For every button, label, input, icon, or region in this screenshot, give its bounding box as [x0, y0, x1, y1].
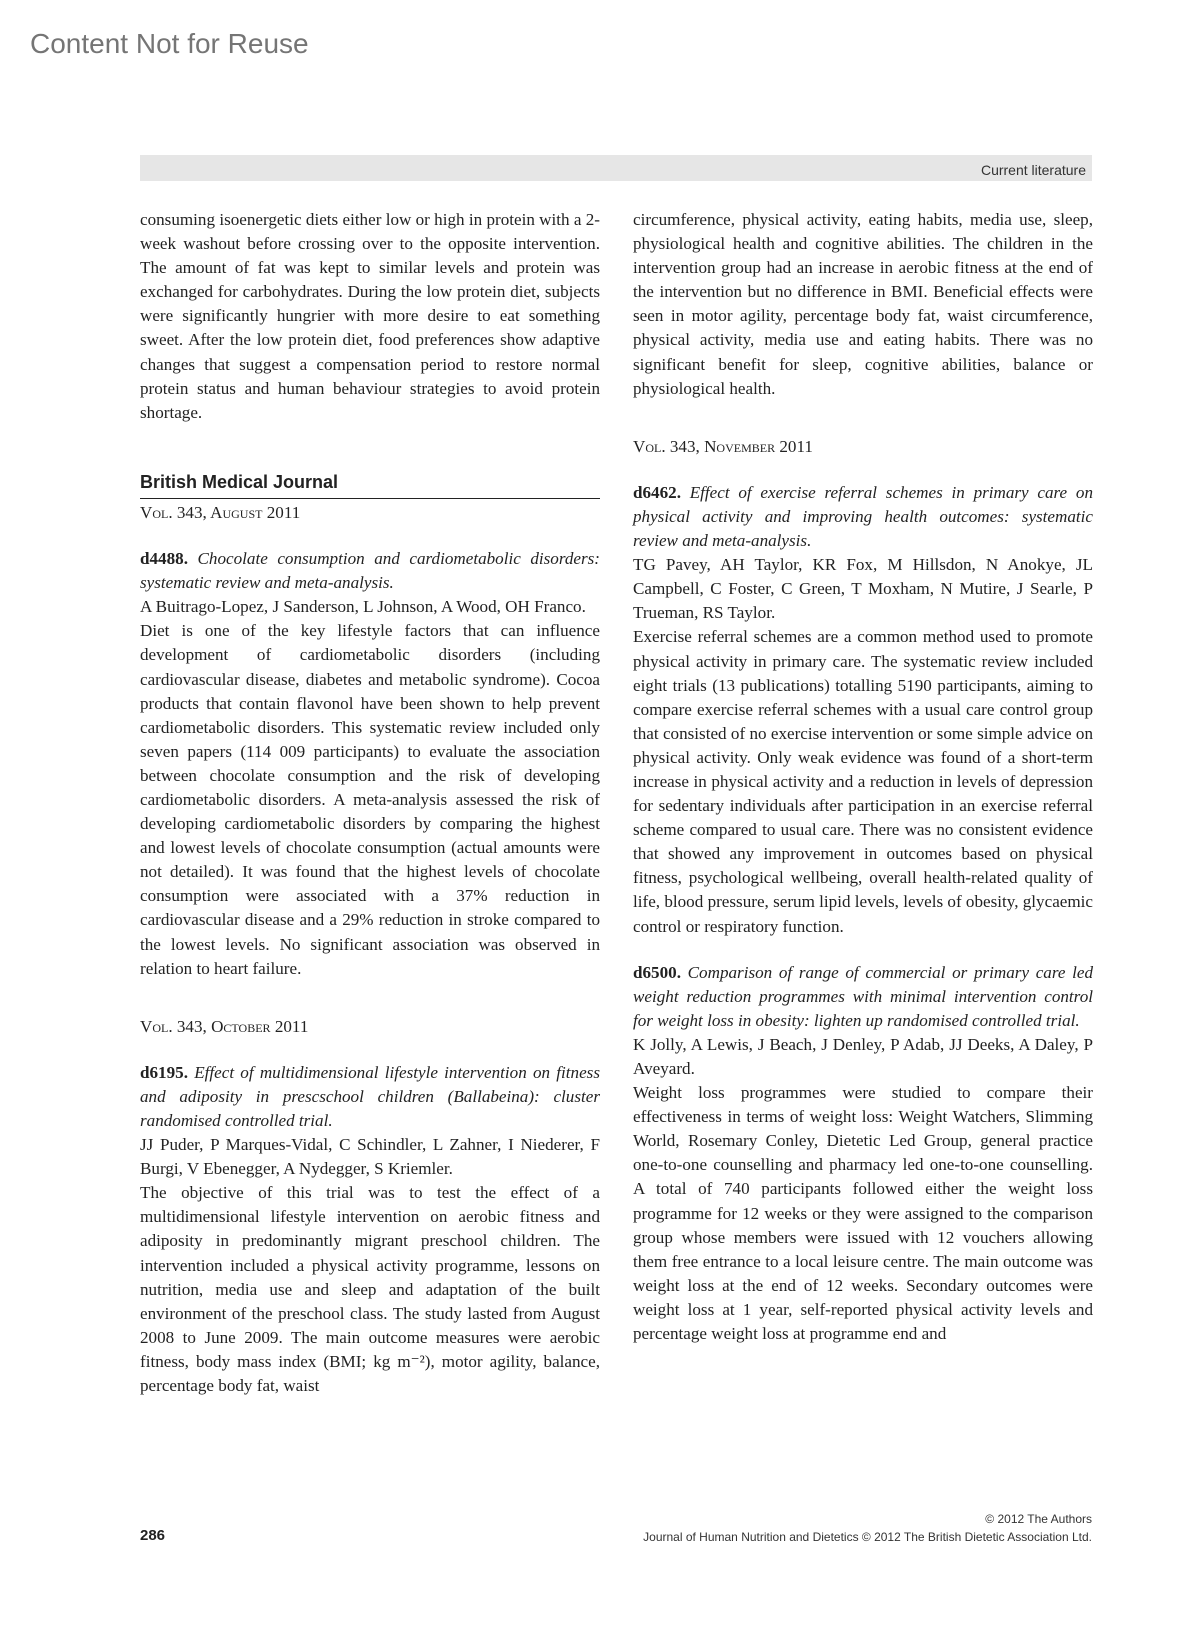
- journal-heading: British Medical Journal: [140, 470, 600, 499]
- entry-authors: TG Pavey, AH Taylor, KR Fox, M Hillsdon, N Anokye, JL Campbell, C Foster, C Green, T Moxham, N Mutire, J Searle, P Trueman, RS Taylor.: [633, 555, 1093, 623]
- copyright-journal: Journal of Human Nutrition and Dietetics © 2012 The British Dietetic Association Ltd.: [643, 1530, 1092, 1544]
- entry-summary: Exercise referral schemes are a common method used to promote physical activity in primary care. The systematic review included eight trials (13 publications) totalling 5190 participants, aiming to compare exercise referral schemes with a usual care control group that consisted of no exercise intervention or some simple advice on physical activity. Only weak evidence was found of a short-term increase in physical activity and a reduction in levels of depression for sedentary individuals after participation in an exercise referral scheme compared to usual care. There was no consistent evidence that showed any improvement in outcomes based on physical fitness, psychological wellbeing, overall health-related quality of life, blood pressure, serum lipid levels, levels of obesity, glycaemic control or respiratory function.: [633, 627, 1093, 936]
- entry-title-line: [140, 1061, 600, 1133]
- entry-d6500: [633, 961, 1093, 1347]
- continued-paragraph: circumference, physical activity, eating habits, media use, sleep, physiological health and cognitive abilities. The children in the intervention group had an increase in aerobic fitness at the end of the intervention but no difference in BMI. Beneficial effects were seen in motor agility, percentage body fat, waist circumference, physical activity, media use and eating habits. There was no significant benefit for sleep, cognitive abilities, balance or physiological health.: [633, 210, 1093, 398]
- entry-title: Comparison of range of commercial or primary care led weight reduction programmes with minimal intervention control for weight loss in obesity: lighten up randomised controlled trial.: [633, 962, 1094, 1030]
- copyright-block: [643, 1510, 1092, 1546]
- entry-title-line: [140, 547, 600, 595]
- copyright-authors: © 2012 The Authors: [985, 1512, 1092, 1526]
- entry-title: Effect of multidimensional lifestyle intervention on fitness and adiposity in prescschool children (Ballabeina): cluster randomised controlled trial.: [140, 1062, 600, 1130]
- entry-d6195: [140, 1061, 600, 1398]
- entry-summary: Diet is one of the key lifestyle factors that can influence development of cardiometabolic disorders (including cardiovascular disease, diabetes and metabolic syndrome). Cocoa products that contain flavonol have been shown to help prevent cardiometabolic disorders. This systematic review included only seven papers (114 009 participants) to evaluate the association between chocolate consumption and the risk of developing cardiometabolic disorders. A meta-analysis assessed the risk of developing cardiometabolic disorders by comparing the highest and lowest levels of chocolate consumption (actual amounts were not detailed). It was found that the highest levels of chocolate consumption were associated with a 37% reduction in cardiovascular disease and a 29% reduction in stroke compared to the lowest levels. No significant association was observed in relation to heart failure.: [140, 621, 600, 978]
- entry-title: Chocolate consumption and cardiometabolic disorders: systematic review and meta-analysis.: [140, 549, 600, 593]
- entry-id: d6500.: [633, 962, 681, 982]
- entry-id: d4488.: [140, 549, 188, 569]
- watermark: Content Not for Reuse: [30, 28, 309, 59]
- entry-authors: A Buitrago-Lopez, J Sanderson, L Johnson, A Wood, OH Franco.: [140, 597, 586, 617]
- entry-summary: Weight loss programmes were studied to compare their effectiveness in terms of weight loss: Weight Watchers, Slimming World, Rosemary Conley, Dietetic Led Group, general practice one-to-one counselling and pharmacy led one-to-one counselling. A total of 740 participants followed either the weight loss programme for 12 weeks or they were assigned to the comparison group whose members were issued with 12 vouchers allowing them free entrance to a local leisure centre. The main outcome was weight loss at the end of 12 weeks. Secondary outcomes were weight loss at 1 year, self-reported physical activity levels and percentage weight loss at programme end and: [633, 1083, 1093, 1344]
- entry-d6462: [633, 481, 1093, 939]
- volume-heading: Vol. 343, November 2011: [633, 436, 813, 456]
- entry-title: Effect of exercise referral schemes in primary care on physical activity and improving health outcomes: systematic review and meta-analysis.: [633, 482, 1093, 551]
- running-head-bar: [140, 155, 1092, 181]
- right-column: [633, 208, 1093, 1346]
- page-number: 286: [140, 1527, 166, 1544]
- entry-id: d6195.: [140, 1062, 188, 1082]
- volume-heading: Vol. 343, August 2011: [140, 502, 301, 522]
- entry-title-line: [633, 961, 1093, 1033]
- entry-authors: JJ Puder, P Marques-Vidal, C Schindler, L Zahner, I Niederer, F Burgi, V Ebenegger, A Nydegger, S Kriemler.: [140, 1135, 600, 1179]
- entry-summary: The objective of this trial was to test the effect of a multidimensional lifestyle intervention on aerobic fitness and adiposity in predominantly migrant preschool children. The intervention included a physical activity programme, lessons on nutrition, media use and sleep and adaptation of the built environment of the preschool class. The study lasted from August 2008 to June 2009. The main outcome measures were aerobic fitness, body mass index (BMI; kg m⁻²), motor agility, balance, percentage body fat, waist: [140, 1183, 600, 1396]
- running-head-title: Current literature: [980, 162, 1086, 178]
- entry-title-line: [633, 481, 1093, 553]
- entry-id: d6462.: [633, 482, 681, 502]
- entry-d4488: [140, 547, 600, 981]
- entry-authors: K Jolly, A Lewis, J Beach, J Denley, P Adab, JJ Deeks, A Daley, P Aveyard.: [633, 1034, 1093, 1078]
- continued-paragraph: consuming isoenergetic diets either low or high in protein with a 2-week washout before crossing over to the opposite intervention. The amount of fat was kept to similar levels and protein was exchanged for carbohydrates. During the low protein diet, subjects were significantly hungrier with more desire to eat something sweet. After the low protein diet, food preferences show adaptive changes that suggest a compensation period to restore normal protein status and human behaviour strategies to avoid protein shortage.: [140, 210, 600, 422]
- left-column: [140, 208, 600, 1398]
- volume-heading: Vol. 343, October 2011: [140, 1016, 309, 1036]
